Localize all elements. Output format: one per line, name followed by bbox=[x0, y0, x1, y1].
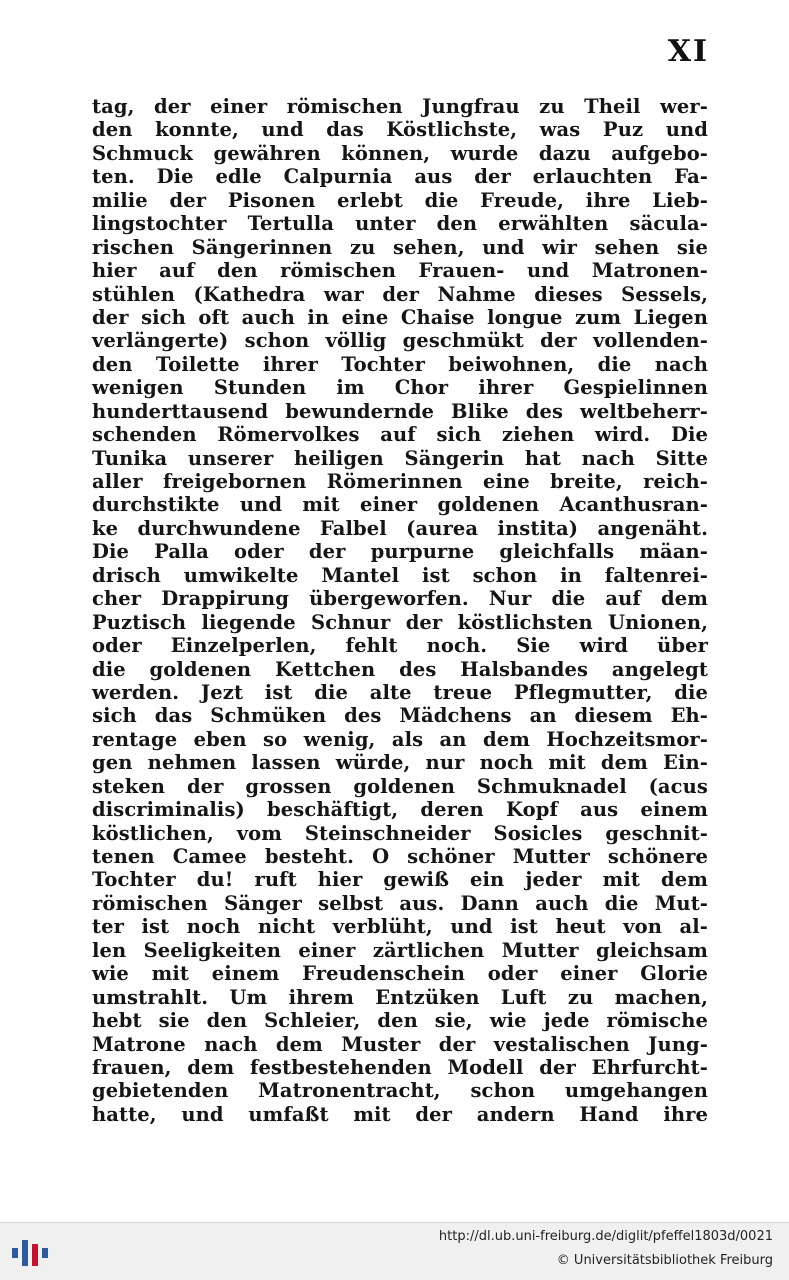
text-line: steken der grossen goldenen Schmuknadel (acus bbox=[92, 774, 708, 798]
text-line: römischen Sänger selbst aus. Dann auch die Mut- bbox=[92, 891, 708, 915]
text-line: hatte, und umfaßt mit der andern Hand ihre bbox=[92, 1102, 708, 1126]
text-line: Puztisch liegende Schnur der köstlichsten Unionen, bbox=[92, 610, 708, 634]
text-line: werden. Jezt ist die alte treue Pflegmutter, die bbox=[92, 680, 708, 704]
text-line: hunderttausend bewundernde Blike des weltbeherr- bbox=[92, 399, 708, 423]
text-line: sich das Schmüken des Mädchens an diesem Eh- bbox=[92, 704, 708, 728]
text-line: len Seeligkeiten einer zärtlichen Mutter gleichsam bbox=[92, 938, 708, 962]
text-line: hebt sie den Schleier, den sie, wie jede römische bbox=[92, 1009, 708, 1033]
text-line: Die Palla oder der purpurne gleichfalls mäan- bbox=[92, 540, 708, 564]
text-line: wenigen Stunden im Chor ihrer Gespielinnen bbox=[92, 376, 708, 400]
text-line: den konnte, und das Köstlichste, was Puz und bbox=[92, 118, 708, 142]
footer-url[interactable]: http://dl.ub.uni-freiburg.de/diglit/pfeffel1803d/0021 bbox=[438, 1229, 773, 1244]
text-line: ter ist noch nicht verblüht, und ist heut von al- bbox=[92, 915, 708, 939]
text-line: die goldenen Kettchen des Halsbandes angelegt bbox=[92, 657, 708, 681]
text-line: gen nehmen lassen würde, nur noch mit dem Ein- bbox=[92, 751, 708, 775]
text-line: cher Drappirung übergeworfen. Nur die auf dem bbox=[92, 587, 708, 611]
text-line: verlängerte) schon völlig geschmükt der vollenden- bbox=[92, 329, 708, 353]
text-line: tag, der einer römischen Jungfrau zu Theil wer- bbox=[92, 95, 708, 118]
text-line: ke durchwundene Falbel (aurea instita) angenäht. bbox=[92, 516, 708, 540]
text-line: aller freigebornen Römerinnen eine breite, reich- bbox=[92, 470, 708, 493]
text-line: Matrone nach dem Muster der vestalischen Jung- bbox=[92, 1032, 708, 1056]
text-line: frauen, dem festbestehenden Modell der Ehrfurcht- bbox=[92, 1055, 708, 1079]
page-text-block bbox=[92, 95, 708, 1126]
ub-freiburg-logo-icon bbox=[10, 1235, 50, 1269]
text-line: tenen Camee besteht. O schöner Mutter schönere bbox=[92, 845, 708, 868]
text-line: stühlen (Kathedra war der Nahme dieses Sessels, bbox=[92, 282, 708, 306]
text-line: schenden Römervolkes auf sich ziehen wird. Die bbox=[92, 423, 708, 447]
page-number: XI bbox=[667, 34, 709, 69]
text-line: discriminalis) beschäftigt, deren Kopf aus einem bbox=[92, 798, 708, 822]
text-line: rischen Sängerinnen zu sehen, und wir sehen sie bbox=[92, 235, 708, 259]
text-line: milie der Pisonen erlebt die Freude, ihre Lieb- bbox=[92, 188, 708, 212]
text-line: rentage eben so wenig, als an dem Hochzeitsmor- bbox=[92, 727, 708, 751]
footer-copyright: © Universitätsbibliothek Freiburg bbox=[556, 1253, 773, 1268]
text-line: ten. Die edle Calpurnia aus der erlauchten Fa- bbox=[92, 165, 708, 189]
text-line: drisch umwikelte Mantel ist schon in faltenrei- bbox=[92, 563, 708, 587]
text-line: umstrahlt. Um ihrem Entzüken Luft zu machen, bbox=[92, 985, 708, 1009]
text-line: Tunika unserer heiligen Sängerin hat nach Sitte bbox=[92, 446, 708, 470]
text-line: hier auf den römischen Frauen- und Matronen- bbox=[92, 259, 708, 283]
text-line: Schmuck gewähren können, wurde dazu aufgebo- bbox=[92, 141, 708, 165]
text-line: der sich oft auch in eine Chaise longue zum Liegen bbox=[92, 305, 708, 329]
text-line: lingstochter Tertulla unter den erwählten säcula- bbox=[92, 212, 708, 236]
text-line: Tochter du! ruft hier gewiß ein jeder mit dem bbox=[92, 868, 708, 892]
viewer-footer bbox=[0, 1222, 789, 1280]
text-line: wie mit einem Freudenschein oder einer Glorie bbox=[92, 962, 708, 986]
text-line: den Toilette ihrer Tochter beiwohnen, die nach bbox=[92, 352, 708, 376]
text-line: gebietenden Matronentracht, schon umgehangen bbox=[92, 1079, 708, 1103]
text-line: köstlichen, vom Steinschneider Sosicles geschnit- bbox=[92, 821, 708, 845]
text-line: durchstikte und mit einer goldenen Acanthusran- bbox=[92, 493, 708, 517]
text-line: oder Einzelperlen, fehlt noch. Sie wird über bbox=[92, 634, 708, 658]
